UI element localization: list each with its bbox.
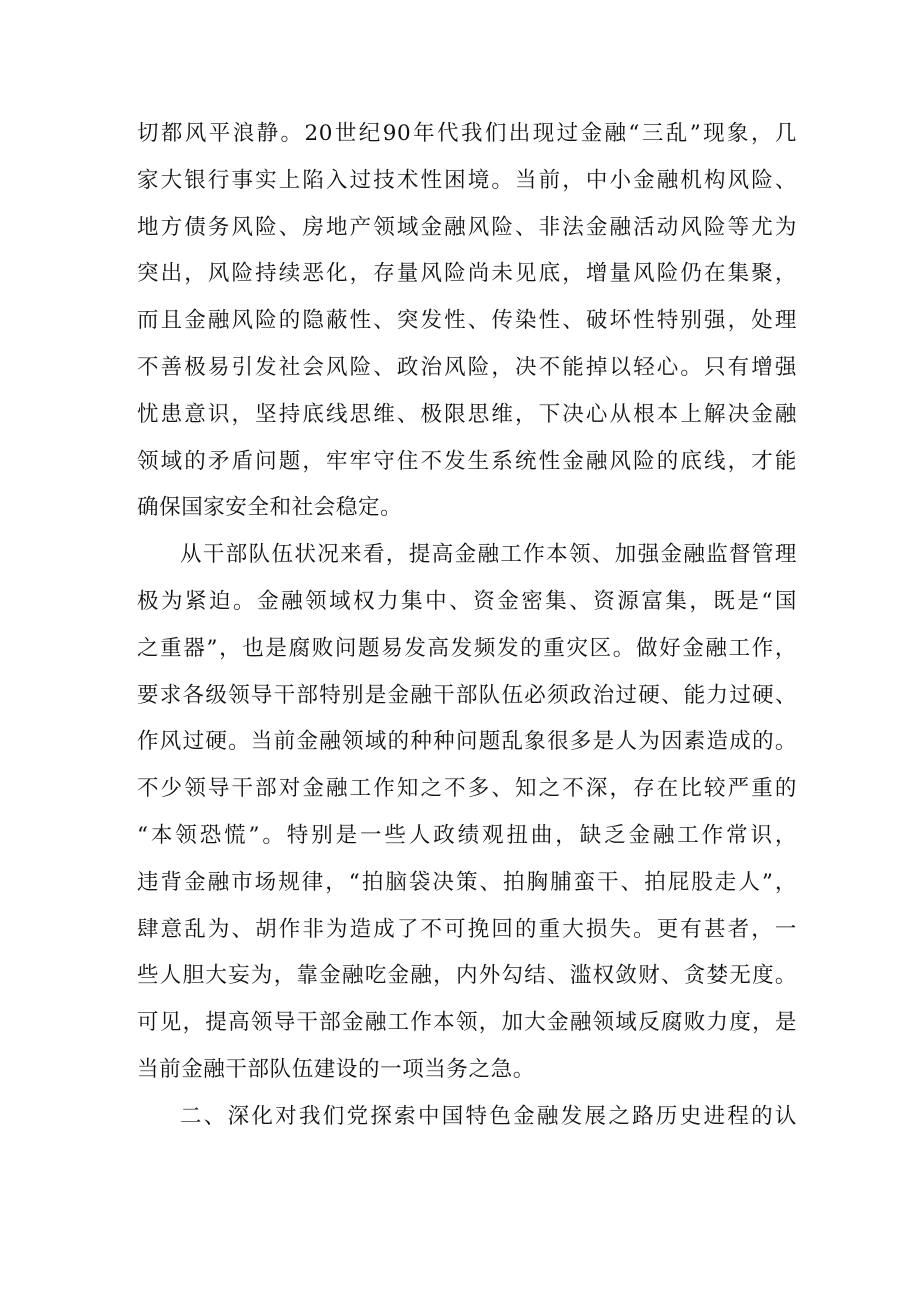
- text-line: 忧患意识，坚持底线思维、极限思维，下决心从根本上解决金融: [137, 401, 797, 427]
- text-line: 领域的矛盾问题，牢牢守住不发生系统性金融风险的底线，才能: [137, 448, 797, 474]
- text-line: 从干部队伍状况来看，提高金融工作本领、加强金融监督管理: [180, 542, 797, 568]
- text-line: 地方债务风险、房地产领域金融风险、非法金融活动风险等尤为: [137, 214, 797, 240]
- text-line: 可见，提高领导干部金融工作本领，加大金融领域反腐败力度，是: [137, 1010, 797, 1036]
- paragraph-1: [137, 111, 797, 532]
- text-line: “本领恐慌”。特别是一些人政绩观扭曲，缺乏金融工作常识，: [137, 822, 797, 848]
- text-line: 极为紧迫。金融领域权力集中、资金密集、资源富集，既是“国: [137, 588, 797, 614]
- text-line: 些人胆大妄为，靠金融吃金融，内外勾结、滥权敛财、贪婪无度。: [137, 963, 797, 989]
- text-line: 而且金融风险的隐蔽性、突发性、传染性、破坏性特别强，处理: [137, 308, 797, 334]
- text-line: 家大银行事实上陷入过技术性困境。当前，中小金融机构风险、: [137, 167, 797, 193]
- text-line: 不少领导干部对金融工作知之不多、知之不深，存在比较严重的: [137, 776, 797, 802]
- text-line: 违背金融市场规律，“拍脑袋决策、拍胸脯蛮干、拍屁股走人”，: [137, 869, 797, 895]
- text-line: 之重器”，也是腐败问题易发高发频发的重灾区。做好金融工作，: [137, 635, 797, 661]
- text-line: 要求各级领导干部特别是金融干部队伍必须政治过硬、能力过硬、: [137, 682, 797, 708]
- text-line: 突出，风险持续恶化，存量风险尚未见底，增量风险仍在集聚，: [137, 261, 797, 287]
- paragraph-2: [137, 532, 797, 1094]
- text-line: 确保国家安全和社会稳定。: [137, 495, 403, 521]
- section-heading-2: [137, 1094, 797, 1141]
- text-line: 不善极易引发社会风险、政治风险，决不能掉以轻心。只有增强: [137, 354, 797, 380]
- text-line: 肆意乱为、胡作非为造成了不可挽回的重大损失。更有甚者，一: [137, 916, 797, 942]
- text-line: 作风过硬。当前金融领域的种种问题乱象很多是人为因素造成的。: [137, 729, 797, 755]
- text-line: 当前金融干部队伍建设的一项当务之急。: [137, 1056, 535, 1082]
- text-line: 切都风平浪静。20世纪90年代我们出现过金融“三乱”现象，几: [137, 121, 797, 146]
- document-body: [137, 111, 797, 1141]
- text-line: 二、深化对我们党探索中国特色金融发展之路历史进程的认: [180, 1103, 797, 1129]
